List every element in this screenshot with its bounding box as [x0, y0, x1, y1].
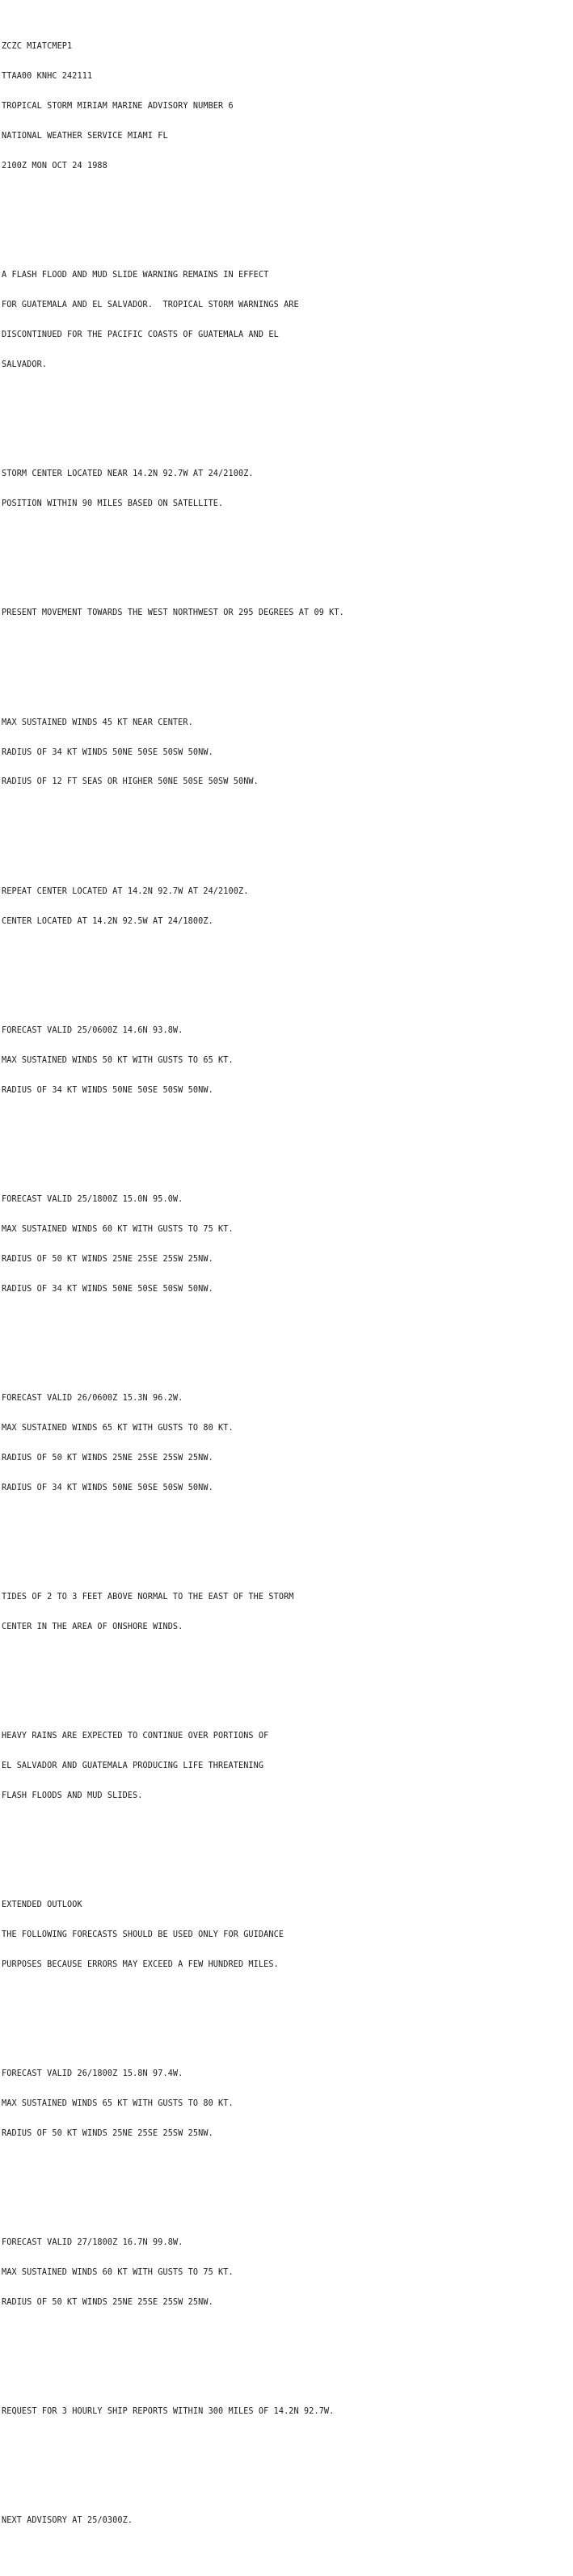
forecast-paragraph-3: [2, 1374, 344, 1513]
header-block: [2, 23, 344, 192]
text-line: MAX SUSTAINED WINDS 65 KT WITH GUSTS TO 80 KT.: [2, 1423, 234, 1433]
text-line: THE FOLLOWING FORECASTS SHOULD BE USED ONLY FOR GUIDANCE: [2, 1930, 284, 1939]
ship-report-request: [2, 2388, 344, 2437]
forecast-paragraph-4: [2, 2049, 344, 2158]
issue-time: 2100Z MON OCT 24 1988: [2, 162, 107, 171]
text-line: POSITION WITHIN 90 MILES BASED ON SATELLITE.: [2, 499, 224, 509]
forecast-paragraph-5: [2, 2219, 344, 2328]
text-line: FORECAST VALID 26/1800Z 15.8N 97.4W.: [2, 2069, 183, 2079]
paragraph-gap: [2, 1334, 344, 1344]
text-line: RADIUS OF 34 KT WINDS 50NE 50SE 50SW 50NW.: [2, 1085, 213, 1095]
tides-paragraph: [2, 1572, 344, 1652]
text-line: HEAVY RAINS ARE EXPECTED TO CONTINUE OVER PORTIONS OF: [2, 1731, 269, 1740]
paragraph-gap: [2, 1533, 344, 1543]
text-line: MAX SUSTAINED WINDS 60 KT WITH GUSTS TO 75 KT.: [2, 2267, 234, 2277]
text-line: MAX SUSTAINED WINDS 50 KT WITH GUSTS TO 65 KT.: [2, 1055, 234, 1065]
paragraph-gap: [2, 827, 344, 837]
outlook-heading: EXTENDED OUTLOOK: [2, 1900, 82, 1909]
text-line: RADIUS OF 50 KT WINDS 25NE 25SE 25SW 25NW.: [2, 2128, 213, 2138]
text-line: RADIUS OF 12 FT SEAS OR HIGHER 50NE 50SE 50SW 50NW.: [2, 777, 259, 787]
paragraph-gap: [2, 2347, 344, 2357]
paragraph-gap: [2, 549, 344, 559]
text-line: MAX SUSTAINED WINDS 60 KT WITH GUSTS TO 75 KT.: [2, 1224, 234, 1234]
paragraph-gap: [2, 1672, 344, 1682]
text-line: MAX SUSTAINED WINDS 45 KT NEAR CENTER.: [2, 718, 193, 727]
paragraph-gap: [2, 1135, 344, 1145]
text-line: MAX SUSTAINED WINDS 65 KT WITH GUSTS TO 80 KT.: [2, 2098, 234, 2108]
text-line: FORECAST VALID 25/0600Z 14.6N 93.8W.: [2, 1025, 183, 1035]
storm-center-paragraph: [2, 450, 344, 529]
paragraph-gap: [2, 2457, 344, 2467]
text-line: FLASH FLOODS AND MUD SLIDES.: [2, 1791, 143, 1800]
extended-outlook-paragraph: [2, 1880, 344, 1989]
warnings-paragraph: [2, 251, 344, 390]
text-line: FORECAST VALID 26/0600Z 15.3N 96.2W.: [2, 1393, 183, 1403]
text-line: REPEAT CENTER LOCATED AT 14.2N 92.7W AT 24/2100Z.: [2, 886, 249, 896]
text-line: RADIUS OF 34 KT WINDS 50NE 50SE 50SW 50NW.: [2, 1483, 213, 1492]
text-line: CENTER IN THE AREA OF ONSHORE WINDS.: [2, 1622, 183, 1631]
text-line: NEXT ADVISORY AT 25/0300Z.: [2, 2516, 133, 2526]
forecast-paragraph-1: [2, 1006, 344, 1115]
text-line: EL SALVADOR AND GUATEMALA PRODUCING LIFE THREATENING: [2, 1761, 264, 1770]
text-line: FORECAST VALID 25/1800Z 15.0N 95.0W.: [2, 1194, 183, 1204]
text-line: RADIUS OF 34 KT WINDS 50NE 50SE 50SW 50NW.: [2, 747, 213, 757]
text-line: FORECAST VALID 27/1800Z 16.7N 99.8W.: [2, 2238, 183, 2248]
text-line: STORM CENTER LOCATED NEAR 14.2N 92.7W AT 24/2100Z.: [2, 469, 254, 479]
rains-paragraph: [2, 1711, 344, 1820]
paragraph-gap: [2, 966, 344, 976]
paragraph-gap: [2, 2178, 344, 2188]
paragraph-gap: [2, 2010, 344, 2019]
advisory-text: [2, 0, 344, 2576]
text-line: REQUEST FOR 3 HOURLY SHIP REPORTS WITHIN 300 MILES OF 14.2N 92.7W.: [2, 2407, 335, 2417]
text-line: RADIUS OF 50 KT WINDS 25NE 25SE 25SW 25NW.: [2, 1254, 213, 1264]
forecast-paragraph-2: [2, 1175, 344, 1314]
text-line: PURPOSES BECAUSE ERRORS MAY EXCEED A FEW HUNDRED MILES.: [2, 1959, 279, 1969]
text-line: RADIUS OF 34 KT WINDS 50NE 50SE 50SW 50NW.: [2, 1284, 213, 1294]
issuing-office: NATIONAL WEATHER SERVICE MIAMI FL: [2, 132, 168, 141]
paragraph-gap: [2, 1841, 344, 1850]
text-line: A FLASH FLOOD AND MUD SLIDE WARNING REMAINS IN EFFECT: [2, 271, 269, 280]
text-line: CENTER LOCATED AT 14.2N 92.5W AT 24/1800Z.: [2, 916, 213, 926]
text-line: PRESENT MOVEMENT TOWARDS THE WEST NORTHWEST OR 295 DEGREES AT 09 KT.: [2, 608, 344, 618]
text-line: DISCONTINUED FOR THE PACIFIC COASTS OF GUATEMALA AND EL: [2, 330, 279, 340]
paragraph-gap: [2, 410, 344, 419]
text-line: FOR GUATEMALA AND EL SALVADOR. TROPICAL STORM WARNINGS ARE: [2, 301, 299, 310]
text-line: SALVADOR.: [2, 360, 48, 369]
text-line: RADIUS OF 50 KT WINDS 25NE 25SE 25SW 25NW.: [2, 1453, 213, 1463]
repeat-center-paragraph: [2, 867, 344, 946]
next-advisory: [2, 2497, 344, 2546]
product-id-line: ZCZC MIATCMEP1: [2, 42, 73, 52]
text-line: TIDES OF 2 TO 3 FEET ABOVE NORMAL TO THE EAST OF THE STORM: [2, 1592, 294, 1602]
advisory-title: TROPICAL STORM MIRIAM MARINE ADVISORY NUMBER 6: [2, 102, 234, 112]
wmo-header-line: TTAA00 KNHC 242111: [2, 72, 93, 82]
text-line: RADIUS OF 50 KT WINDS 25NE 25SE 25SW 25NW.: [2, 2297, 213, 2307]
paragraph-gap: [2, 212, 344, 221]
movement-paragraph: [2, 589, 344, 638]
paragraph-gap: [2, 659, 344, 668]
winds-paragraph: [2, 698, 344, 807]
